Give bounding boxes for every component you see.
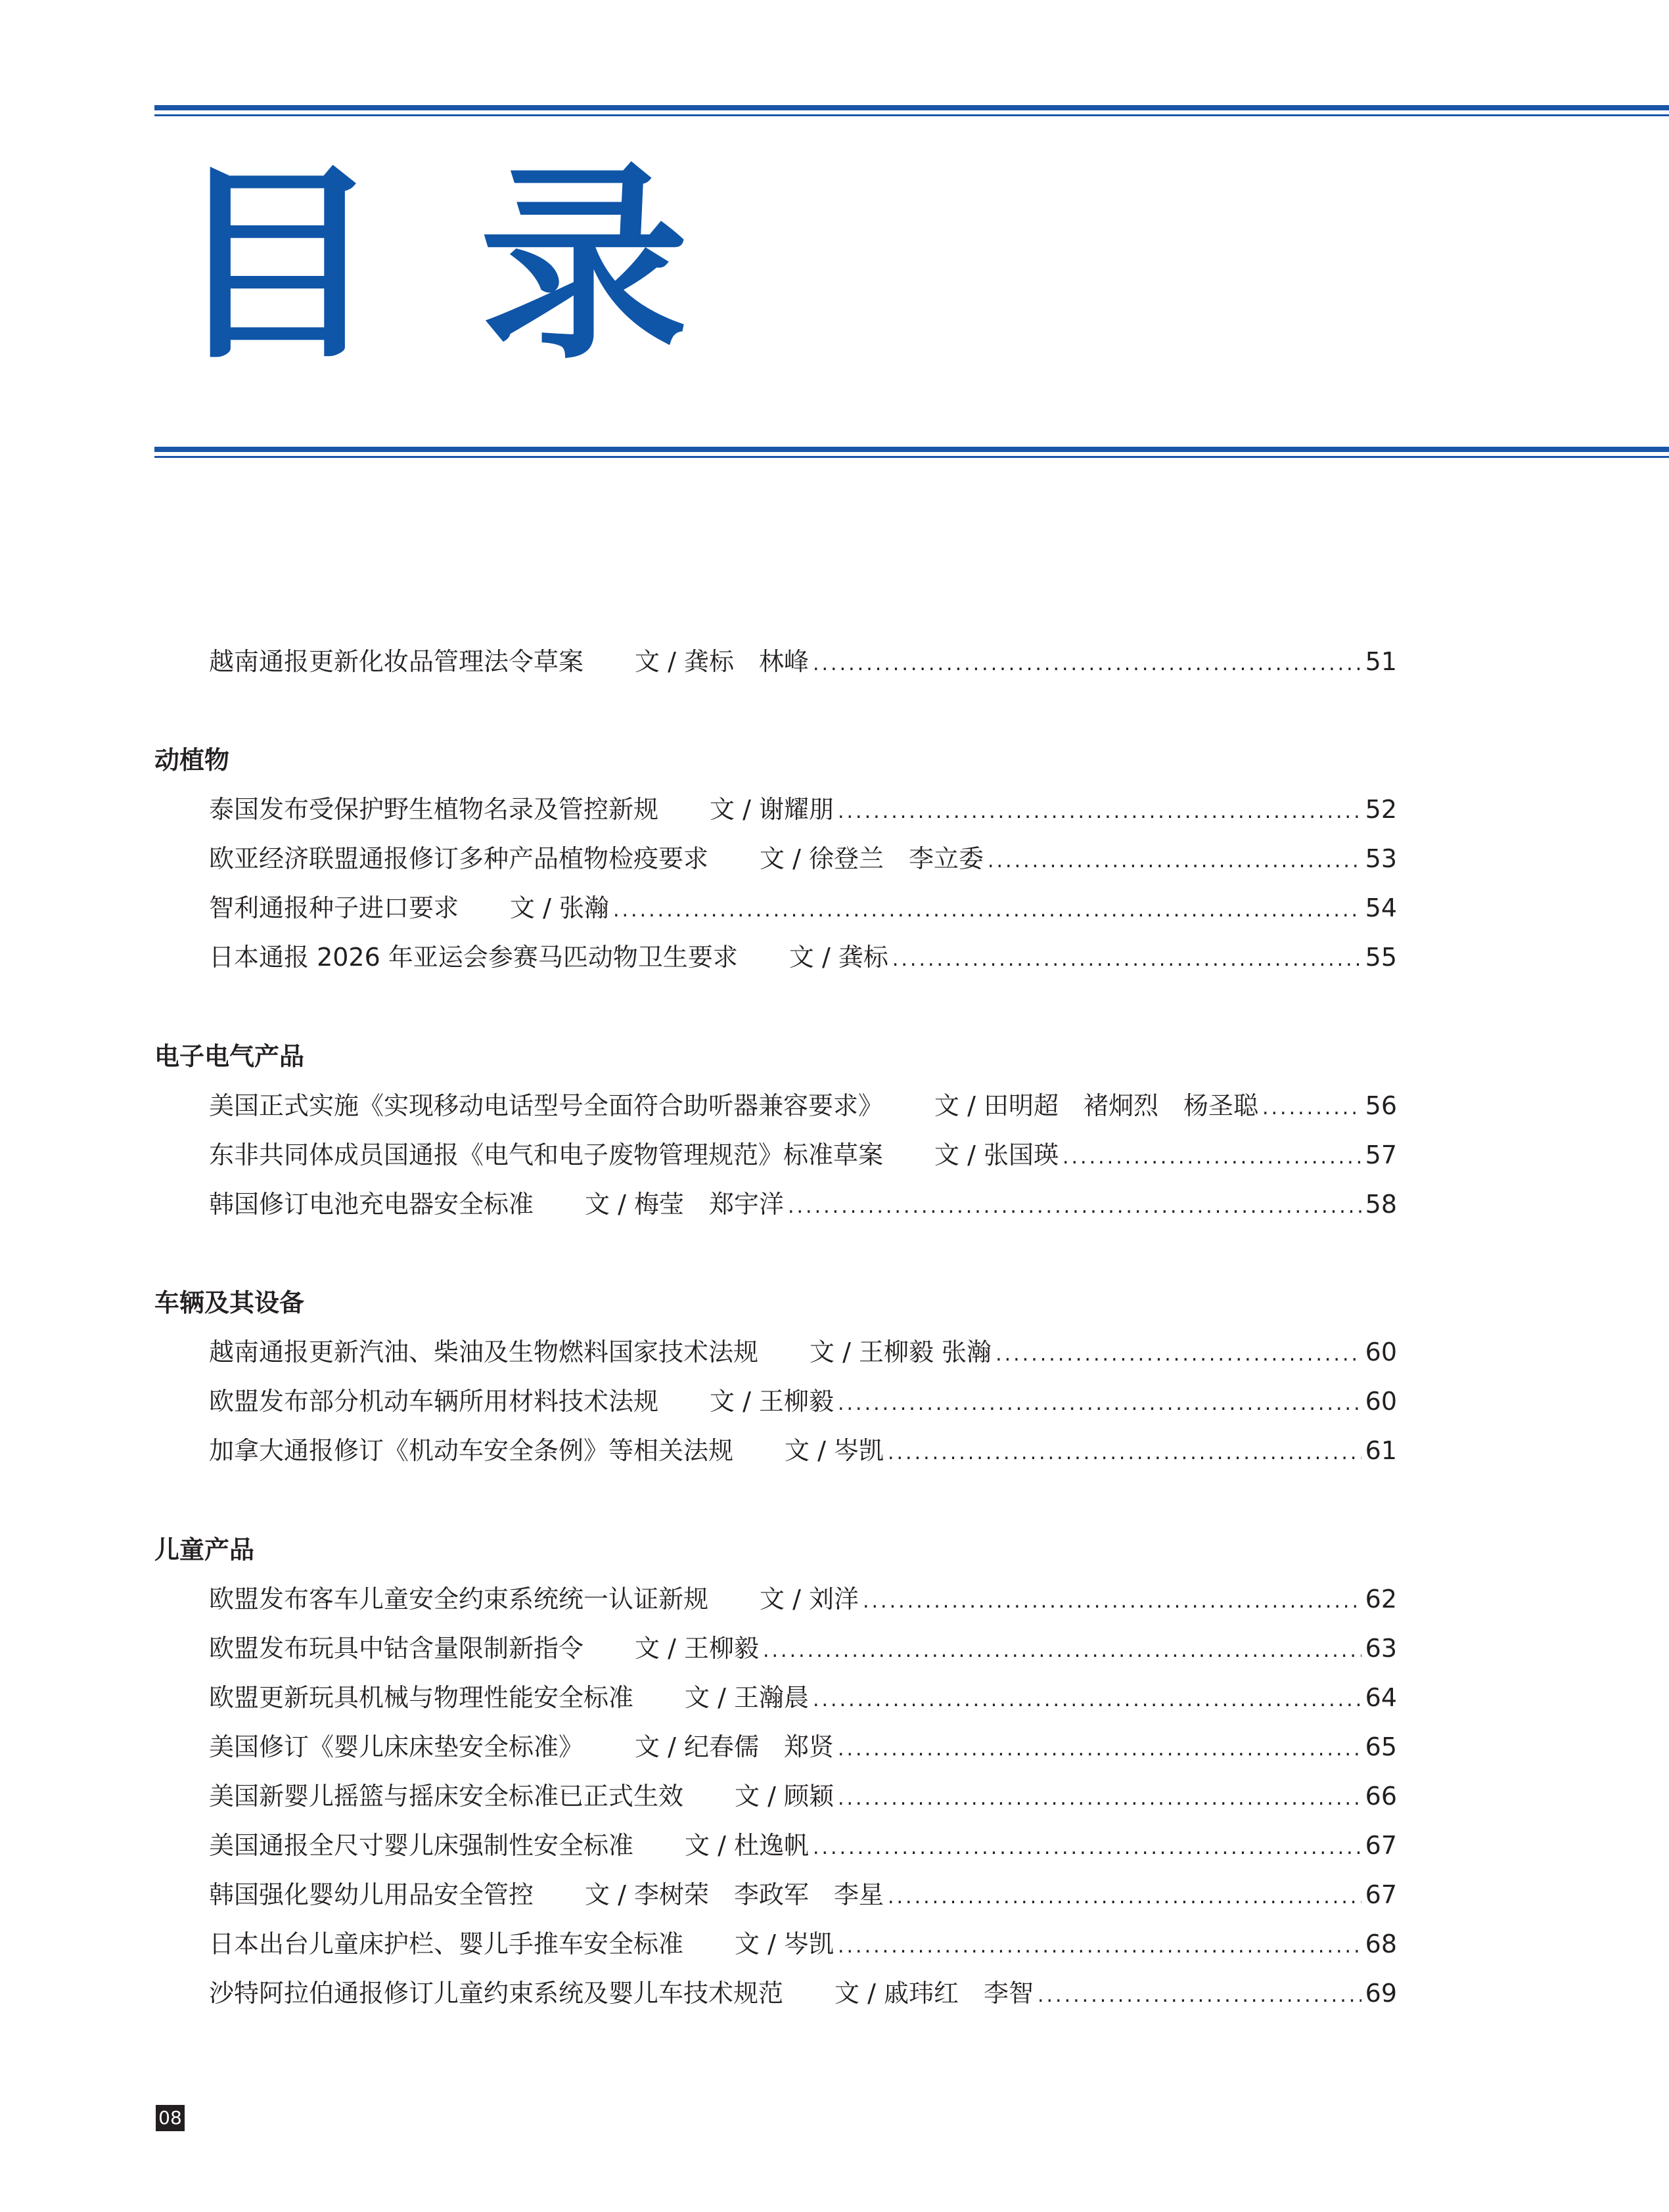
entry-page: 64	[1365, 1683, 1397, 1712]
entry-author: 文 / 王柳毅	[635, 1634, 759, 1663]
section-heading: 电子电气产品	[154, 1042, 305, 1071]
title-char: 录	[480, 144, 689, 387]
section-heading: 儿童产品	[154, 1535, 255, 1564]
toc-entry[interactable]	[209, 895, 1397, 920]
toc-entry[interactable]	[209, 1784, 1397, 1809]
dot-leader	[813, 654, 1361, 674]
toc-entry[interactable]	[209, 1438, 1397, 1463]
dot-leader	[995, 1345, 1361, 1365]
entry-author: 文 / 李树荣 李政军 李星	[585, 1880, 884, 1909]
dot-leader	[813, 1690, 1361, 1710]
entry-title: 美国修订《婴儿床床垫安全标准》	[209, 1732, 584, 1761]
entry-title: 欧盟发布客车儿童安全约束系统统一认证新规	[209, 1585, 709, 1614]
toc-entry[interactable]	[209, 945, 1397, 970]
toc-entry[interactable]	[209, 1833, 1397, 1858]
toc-entry[interactable]	[209, 1093, 1397, 1118]
entry-author: 文 / 王柳毅 张瀚	[810, 1338, 992, 1366]
entry-title: 泰国发布受保护野生植物名录及管控新规	[209, 795, 659, 824]
entry-author: 文 / 杜逸帆	[685, 1831, 809, 1860]
dot-leader	[613, 901, 1361, 920]
entry-page: 61	[1365, 1436, 1397, 1465]
entry-author: 文 / 谢耀朋	[710, 795, 834, 824]
entry-author: 文 / 徐登兰 李立委	[760, 844, 984, 873]
toc-entry[interactable]	[209, 1882, 1397, 1907]
dot-leader	[838, 1740, 1361, 1759]
entry-page: 56	[1365, 1091, 1397, 1120]
entry-author: 文 / 刘洋	[760, 1585, 859, 1614]
entry-page: 66	[1365, 1782, 1397, 1811]
toc-entry[interactable]	[209, 1734, 1397, 1759]
entry-page: 67	[1365, 1831, 1397, 1860]
entry-title: 欧盟发布玩具中钴含量限制新指令	[209, 1634, 584, 1663]
toc-entry[interactable]	[209, 846, 1397, 871]
section-heading: 动植物	[154, 746, 230, 775]
dot-leader	[888, 1443, 1361, 1463]
entry-title: 越南通报更新化妆品管理法令草案	[209, 647, 584, 676]
entry-page: 58	[1365, 1190, 1397, 1219]
entry-title: 日本出台儿童床护栏、婴儿手推车安全标准	[209, 1930, 684, 1958]
entry-author: 文 / 田明超 褚炯烈 杨圣聪	[934, 1091, 1258, 1120]
dot-leader	[1262, 1098, 1361, 1118]
top-double-rule	[154, 105, 1669, 116]
dot-leader	[1063, 1148, 1361, 1167]
toc-entry[interactable]	[209, 1981, 1397, 2006]
toc-entry[interactable]	[209, 797, 1397, 822]
entry-author: 文 / 顾颖	[735, 1782, 834, 1811]
dot-leader	[888, 1887, 1361, 1907]
dot-leader	[988, 851, 1361, 871]
entry-title: 欧盟更新玩具机械与物理性能安全标准	[209, 1683, 634, 1712]
entry-title: 美国通报全尺寸婴儿床强制性安全标准	[209, 1831, 634, 1860]
dot-leader	[813, 1838, 1361, 1858]
toc-entry[interactable]	[209, 1636, 1397, 1661]
toc-entry[interactable]	[209, 1389, 1397, 1414]
entry-page: 52	[1365, 795, 1397, 824]
dot-leader	[863, 1592, 1361, 1612]
entry-title: 欧亚经济联盟通报修订多种产品植物检疫要求	[209, 844, 709, 873]
entry-page: 54	[1365, 893, 1397, 922]
dot-leader	[1038, 1986, 1361, 2006]
entry-title: 韩国修订电池充电器安全标准	[209, 1190, 534, 1219]
entry-author: 文 / 纪春儒 郑贤	[635, 1732, 834, 1761]
entry-title: 东非共同体成员国通报《电气和电子废物管理规范》标准草案	[209, 1140, 884, 1169]
toc-entry[interactable]	[209, 1340, 1397, 1365]
toc-entry[interactable]	[209, 1931, 1397, 1956]
entry-page: 55	[1365, 943, 1397, 972]
entry-title: 美国新婴儿摇篮与摇床安全标准已正式生效	[209, 1782, 684, 1811]
toc-entry[interactable]	[209, 1587, 1397, 1612]
entry-title: 韩国强化婴幼儿用品安全管控	[209, 1880, 534, 1909]
entry-title: 沙特阿拉伯通报修订儿童约束系统及婴儿车技术规范	[209, 1979, 784, 2008]
title-bottom-double-rule	[154, 447, 1669, 458]
dot-leader	[838, 1789, 1361, 1809]
entry-author: 文 / 张瀚	[510, 893, 609, 922]
toc-entry[interactable]	[209, 1192, 1397, 1217]
entry-title: 欧盟发布部分机动车辆所用材料技术法规	[209, 1387, 659, 1416]
entry-page: 63	[1365, 1634, 1397, 1663]
entry-title: 加拿大通报修订《机动车安全条例》等相关法规	[209, 1436, 734, 1465]
entry-page: 68	[1365, 1930, 1397, 1958]
entry-author: 文 / 岑凯	[735, 1930, 834, 1958]
page-number-badge: 08	[156, 2105, 185, 2131]
entry-page: 69	[1365, 1979, 1397, 2008]
dot-leader	[838, 1394, 1361, 1414]
entry-page: 67	[1365, 1880, 1397, 1909]
entry-page: 65	[1365, 1732, 1397, 1761]
title-char: 目	[172, 144, 381, 387]
entry-page: 62	[1365, 1585, 1397, 1614]
entry-title: 美国正式实施《实现移动电话型号全面符合助听器兼容要求》	[209, 1091, 884, 1120]
entry-author: 文 / 戚玮红 李智	[834, 1979, 1034, 2008]
entry-author: 文 / 岑凯	[785, 1436, 884, 1465]
dot-leader	[838, 802, 1361, 822]
toc-entry[interactable]	[209, 649, 1397, 674]
entry-title: 智利通报种子进口要求	[209, 893, 459, 922]
entry-author: 文 / 王柳毅	[710, 1387, 834, 1416]
entry-page: 60	[1365, 1387, 1397, 1416]
entry-title: 越南通报更新汽油、柴油及生物燃料国家技术法规	[209, 1338, 759, 1366]
dot-leader	[763, 1641, 1361, 1661]
entry-author: 文 / 龚标 林峰	[635, 647, 809, 676]
entry-page: 60	[1365, 1338, 1397, 1366]
section-heading: 车辆及其设备	[154, 1288, 305, 1317]
entry-author: 文 / 龚标	[789, 943, 888, 972]
entry-page: 51	[1365, 647, 1397, 676]
dot-leader	[788, 1197, 1361, 1217]
toc-entry[interactable]	[209, 1142, 1397, 1167]
page-title	[172, 144, 689, 387]
entry-title: 日本通报 2026 年亚运会参赛马匹动物卫生要求	[209, 943, 738, 972]
entry-page: 53	[1365, 844, 1397, 873]
toc-entry[interactable]	[209, 1685, 1397, 1710]
dot-leader	[838, 1937, 1361, 1956]
entry-page: 57	[1365, 1140, 1397, 1169]
entry-author: 文 / 张国瑛	[934, 1140, 1059, 1169]
entry-author: 文 / 王瀚晨	[685, 1683, 809, 1712]
dot-leader	[892, 950, 1361, 970]
entry-author: 文 / 梅莹 郑宇洋	[585, 1190, 784, 1219]
